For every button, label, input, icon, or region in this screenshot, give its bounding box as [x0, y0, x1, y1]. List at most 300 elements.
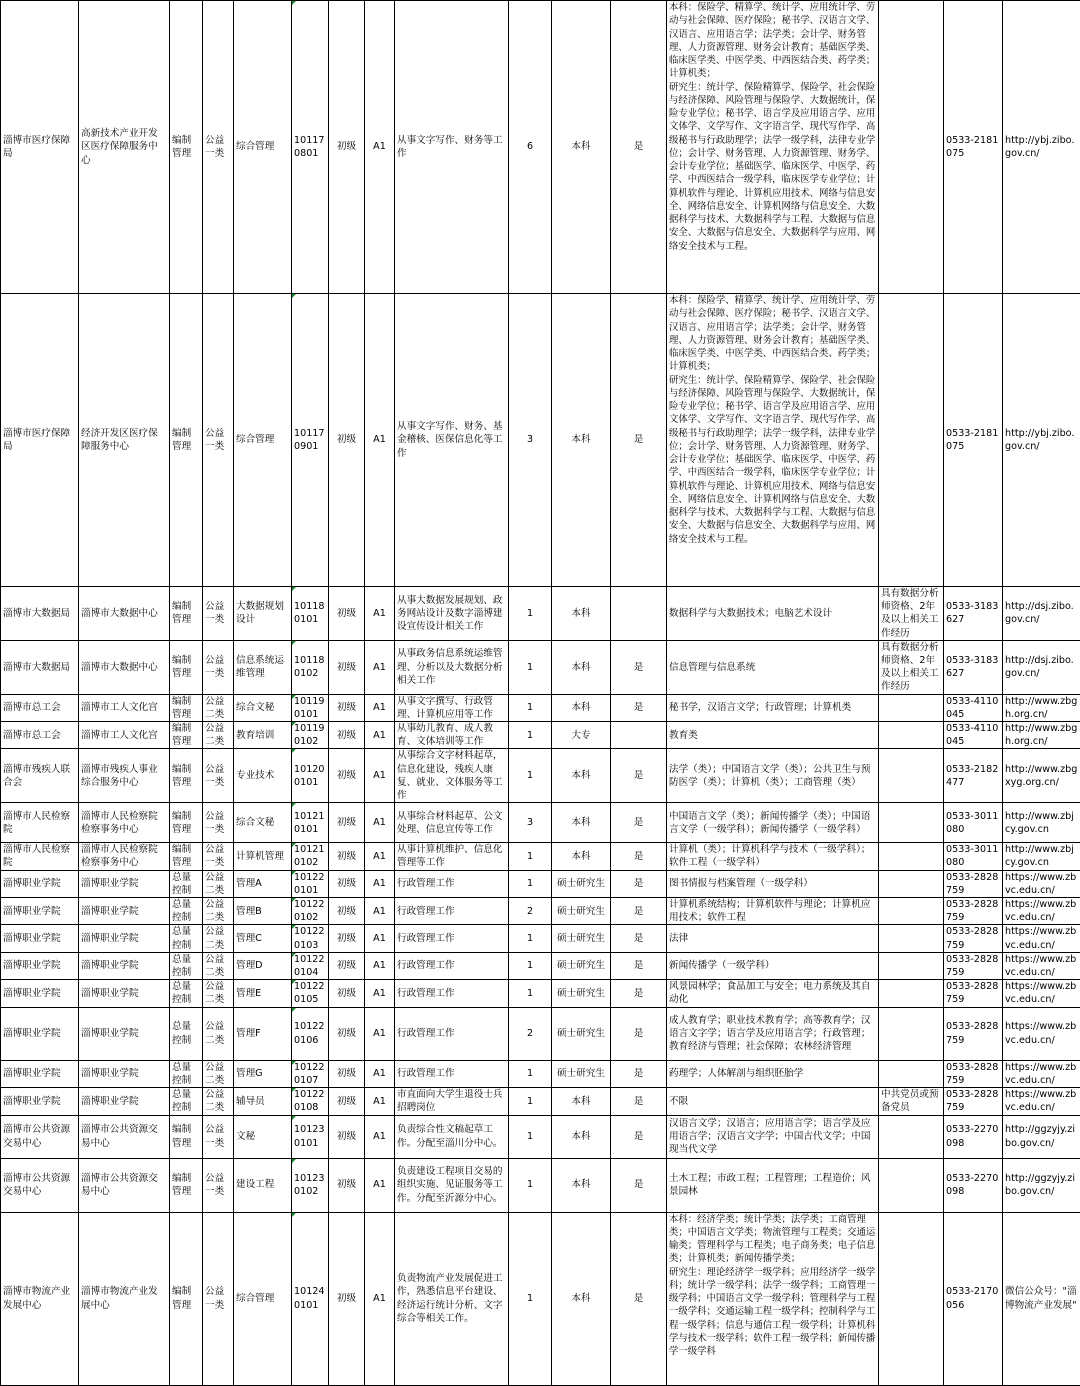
department-cell: 淄博市总工会 [1, 722, 79, 749]
position-code-cell: 10122 0107 [292, 1060, 329, 1087]
department-cell: 淄博市大数据局 [1, 640, 79, 694]
department-cell: 淄博市医疗保障局 [1, 1, 79, 294]
table-row [1, 843, 1080, 870]
table-row [1, 587, 1080, 641]
unit-cell: 淄博市公共资源交易中心 [79, 1115, 170, 1158]
position-name-cell: 管理D [234, 952, 292, 979]
position-code-cell: 10122 0103 [292, 925, 329, 952]
unit-category-cell: 公益一类 [203, 294, 234, 587]
job-duty-cell: 市直面向大学生退役士兵招聘岗位 [395, 1088, 509, 1115]
major-requirement-cell: 法学（类）；中国语言文学（类）；公共卫生与预防医学（类）；计算机（类）；工商管理（类） [667, 749, 879, 803]
degree-required-cell: 是 [611, 870, 667, 897]
contact-phone-cell: 0533-2828759 [944, 898, 1003, 925]
department-cell: 淄博市公共资源交易中心 [1, 1115, 79, 1158]
position-name-cell: 综合文秘 [234, 694, 292, 721]
contact-phone-cell: 0533-3183627 [944, 640, 1003, 694]
exam-category-cell: A1 [365, 843, 395, 870]
website-cell: http://dsj.zibo.gov.cn/ [1003, 587, 1080, 641]
position-level-cell: 初级 [329, 1088, 365, 1115]
website-cell: http://ggzyjy.zibo.gov.cn/ [1003, 1115, 1080, 1158]
contact-phone-cell: 0533-2828759 [944, 980, 1003, 1007]
contact-phone-cell: 0533-4110045 [944, 722, 1003, 749]
position-name-cell: 建设工程 [234, 1158, 292, 1212]
other-requirement-cell [879, 898, 944, 925]
unit-category-cell: 公益一类 [203, 1158, 234, 1212]
unit-category-cell: 公益一类 [203, 843, 234, 870]
education-cell: 硕士研究生 [552, 898, 611, 925]
unit-category-cell: 公益一类 [203, 1, 234, 294]
exam-category-cell: A1 [365, 587, 395, 641]
degree-required-cell: 是 [611, 898, 667, 925]
table-row [1, 980, 1080, 1007]
website-cell: http://www.zbgh.org.cn/ [1003, 694, 1080, 721]
other-requirement-cell [879, 294, 944, 587]
degree-required-cell: 是 [611, 980, 667, 1007]
exam-category-cell: A1 [365, 1060, 395, 1087]
website-cell: https://www.zbvc.edu.cn/ [1003, 898, 1080, 925]
staffing-type-cell: 编制管理 [170, 803, 203, 843]
unit-cell: 经济开发区医疗保障服务中心 [79, 294, 170, 587]
position-level-cell: 初级 [329, 640, 365, 694]
other-requirement-cell [879, 803, 944, 843]
staffing-type-cell: 编制管理 [170, 1, 203, 294]
other-requirement-cell [879, 1007, 944, 1060]
position-level-cell: 初级 [329, 1212, 365, 1385]
staffing-type-cell: 总量控制 [170, 1007, 203, 1060]
unit-category-cell: 公益二类 [203, 1007, 234, 1060]
job-duty-cell: 行政管理工作 [395, 1007, 509, 1060]
position-name-cell: 辅导员 [234, 1088, 292, 1115]
position-code-cell: 10122 0106 [292, 1007, 329, 1060]
job-duty-cell: 从事文字写作、财务等工作 [395, 1, 509, 294]
department-cell: 淄博职业学院 [1, 1060, 79, 1087]
degree-required-cell: 是 [611, 1, 667, 294]
exam-category-cell: A1 [365, 898, 395, 925]
education-cell: 本科 [552, 1158, 611, 1212]
major-requirement-cell: 教育类 [667, 722, 879, 749]
unit-category-cell: 公益一类 [203, 803, 234, 843]
contact-phone-cell: 0533-2181075 [944, 1, 1003, 294]
position-name-cell: 专业技术 [234, 749, 292, 803]
education-cell: 硕士研究生 [552, 952, 611, 979]
contact-phone-cell: 0533-2170056 [944, 1212, 1003, 1385]
job-duty-cell: 行政管理工作 [395, 925, 509, 952]
education-cell: 本科 [552, 1115, 611, 1158]
position-level-cell: 初级 [329, 925, 365, 952]
staffing-type-cell: 编制管理 [170, 1115, 203, 1158]
exam-category-cell: A1 [365, 1115, 395, 1158]
table-row [1, 1, 1080, 294]
position-code-cell: 10120 0101 [292, 749, 329, 803]
headcount-cell: 1 [509, 640, 552, 694]
headcount-cell: 1 [509, 843, 552, 870]
position-code-cell: 10123 0101 [292, 1115, 329, 1158]
unit-cell: 淄博市人民检察院检察事务中心 [79, 843, 170, 870]
position-level-cell: 初级 [329, 1, 365, 294]
major-requirement-cell: 秘书学，汉语言文学；行政管理；计算机类 [667, 694, 879, 721]
job-duty-cell: 行政管理工作 [395, 898, 509, 925]
education-cell: 本科 [552, 749, 611, 803]
position-code-cell: 10117 0901 [292, 294, 329, 587]
staffing-type-cell: 编制管理 [170, 1158, 203, 1212]
exam-category-cell: A1 [365, 803, 395, 843]
job-duty-cell: 行政管理工作 [395, 870, 509, 897]
other-requirement-cell [879, 1212, 944, 1385]
other-requirement-cell [879, 870, 944, 897]
unit-category-cell: 公益一类 [203, 1212, 234, 1385]
department-cell: 淄博市总工会 [1, 694, 79, 721]
position-name-cell: 综合文秘 [234, 803, 292, 843]
position-name-cell: 管理A [234, 870, 292, 897]
headcount-cell: 2 [509, 898, 552, 925]
exam-category-cell: A1 [365, 294, 395, 587]
unit-cell: 淄博职业学院 [79, 980, 170, 1007]
table-row [1, 1060, 1080, 1087]
unit-cell: 淄博职业学院 [79, 870, 170, 897]
unit-category-cell: 公益一类 [203, 640, 234, 694]
website-cell: http://ggzyjy.zibo.gov.cn/ [1003, 1158, 1080, 1212]
unit-cell: 高新技术产业开发区医疗保障服务中心 [79, 1, 170, 294]
degree-required-cell: 是 [611, 803, 667, 843]
education-cell: 硕士研究生 [552, 870, 611, 897]
degree-required-cell: 是 [611, 1158, 667, 1212]
position-level-cell: 初级 [329, 952, 365, 979]
website-cell: http://ybj.zibo.gov.cn/ [1003, 1, 1080, 294]
major-requirement-cell: 土木工程；市政工程；工程管理；工程造价；风景园林 [667, 1158, 879, 1212]
department-cell: 淄博市残疾人联合会 [1, 749, 79, 803]
exam-category-cell: A1 [365, 952, 395, 979]
website-cell: http://www.zbjcy.gov.cn [1003, 803, 1080, 843]
staffing-type-cell: 总量控制 [170, 952, 203, 979]
unit-category-cell: 公益一类 [203, 587, 234, 641]
position-code-cell: 10118 0102 [292, 640, 329, 694]
website-cell: http://ybj.zibo.gov.cn/ [1003, 294, 1080, 587]
contact-phone-cell: 0533-2181075 [944, 294, 1003, 587]
other-requirement-cell: 具有数据分析师资格、2年及以上相关工作经历 [879, 640, 944, 694]
unit-cell: 淄博职业学院 [79, 1088, 170, 1115]
major-requirement-cell: 数据科学与大数据技术；电脑艺术设计 [667, 587, 879, 641]
position-name-cell: 管理F [234, 1007, 292, 1060]
other-requirement-cell [879, 1158, 944, 1212]
table-row [1, 870, 1080, 897]
degree-required-cell: 是 [611, 294, 667, 587]
other-requirement-cell [879, 1, 944, 294]
position-level-cell: 初级 [329, 722, 365, 749]
position-name-cell: 管理G [234, 1060, 292, 1087]
staffing-type-cell: 编制管理 [170, 843, 203, 870]
exam-category-cell: A1 [365, 1088, 395, 1115]
staffing-type-cell: 总量控制 [170, 898, 203, 925]
unit-category-cell: 公益二类 [203, 722, 234, 749]
position-code-cell: 10118 0101 [292, 587, 329, 641]
position-level-cell: 初级 [329, 803, 365, 843]
major-requirement-cell: 风景园林学；食品加工与安全；电力系统及其自动化 [667, 980, 879, 1007]
position-level-cell: 初级 [329, 587, 365, 641]
table-body [1, 1, 1080, 1386]
position-code-cell: 10121 0102 [292, 843, 329, 870]
contact-phone-cell: 0533-2828759 [944, 925, 1003, 952]
job-duty-cell: 从事文字撰写、行政管理、计算机应用等工作 [395, 694, 509, 721]
headcount-cell: 1 [509, 1115, 552, 1158]
education-cell: 大专 [552, 722, 611, 749]
website-cell: 微信公众号："淄博物流产业发展" [1003, 1212, 1080, 1385]
position-code-cell: 10123 0102 [292, 1158, 329, 1212]
position-code-cell: 10121 0101 [292, 803, 329, 843]
table-row [1, 640, 1080, 694]
exam-category-cell: A1 [365, 1, 395, 294]
unit-cell: 淄博市残疾人事业综合服务中心 [79, 749, 170, 803]
department-cell: 淄博职业学院 [1, 898, 79, 925]
staffing-type-cell: 编制管理 [170, 749, 203, 803]
job-duty-cell: 从事政务信息系统运维管理、分析以及大数据分析相关工作 [395, 640, 509, 694]
job-duty-cell: 负责物流产业发展促进工作，熟悉信息平台建设、经济运行统计分析、文字综合等相关工作。 [395, 1212, 509, 1385]
contact-phone-cell: 0533-2828759 [944, 870, 1003, 897]
job-duty-cell: 从事综合材料起草、公文处理、信息宣传等工作 [395, 803, 509, 843]
headcount-cell: 1 [509, 722, 552, 749]
education-cell: 硕士研究生 [552, 1007, 611, 1060]
contact-phone-cell: 0533-2182477 [944, 749, 1003, 803]
degree-required-cell: 是 [611, 1060, 667, 1087]
job-duty-cell: 从事幼儿教育、成人教育、文体培训等工作 [395, 722, 509, 749]
department-cell: 淄博市人民检察院 [1, 803, 79, 843]
degree-required-cell: 是 [611, 925, 667, 952]
headcount-cell: 1 [509, 1158, 552, 1212]
department-cell: 淄博职业学院 [1, 1088, 79, 1115]
unit-cell: 淄博市大数据中心 [79, 640, 170, 694]
table-row [1, 1212, 1080, 1385]
contact-phone-cell: 0533-3183627 [944, 587, 1003, 641]
headcount-cell: 6 [509, 1, 552, 294]
staffing-type-cell: 总量控制 [170, 925, 203, 952]
unit-category-cell: 公益二类 [203, 925, 234, 952]
unit-cell: 淄博职业学院 [79, 898, 170, 925]
position-name-cell: 计算机管理 [234, 843, 292, 870]
job-duty-cell: 负责建设工程项目交易的组织实施、见证服务等工作。分配至沂源分中心。 [395, 1158, 509, 1212]
unit-category-cell: 公益二类 [203, 694, 234, 721]
website-cell: https://www.zbvc.edu.cn/ [1003, 980, 1080, 1007]
unit-category-cell: 公益一类 [203, 749, 234, 803]
staffing-type-cell: 总量控制 [170, 980, 203, 1007]
exam-category-cell: A1 [365, 694, 395, 721]
position-level-cell: 初级 [329, 294, 365, 587]
staffing-type-cell: 编制管理 [170, 294, 203, 587]
contact-phone-cell: 0533-3011080 [944, 843, 1003, 870]
education-cell: 硕士研究生 [552, 980, 611, 1007]
website-cell: https://www.zbvc.edu.cn/ [1003, 1060, 1080, 1087]
job-duty-cell: 从事综合文字材料起草，信息化建设，残疾人康复、就业、文体服务等工作 [395, 749, 509, 803]
headcount-cell: 1 [509, 952, 552, 979]
exam-category-cell: A1 [365, 749, 395, 803]
degree-required-cell: 是 [611, 1088, 667, 1115]
position-code-cell: 10124 0101 [292, 1212, 329, 1385]
position-name-cell: 管理B [234, 898, 292, 925]
other-requirement-cell: 中共党员或预备党员 [879, 1088, 944, 1115]
department-cell: 淄博市公共资源交易中心 [1, 1158, 79, 1212]
job-duty-cell: 从事文字写作、财务、基金稽核、医保信息化等工作 [395, 294, 509, 587]
position-level-cell: 初级 [329, 1060, 365, 1087]
website-cell: https://www.zbvc.edu.cn/ [1003, 1088, 1080, 1115]
department-cell: 淄博职业学院 [1, 870, 79, 897]
table-row [1, 952, 1080, 979]
other-requirement-cell [879, 925, 944, 952]
other-requirement-cell [879, 694, 944, 721]
staffing-type-cell: 总量控制 [170, 1088, 203, 1115]
major-requirement-cell: 药理学；人体解剖与组织胚胎学 [667, 1060, 879, 1087]
position-code-cell: 10117 0801 [292, 1, 329, 294]
education-cell: 本科 [552, 1088, 611, 1115]
other-requirement-cell [879, 722, 944, 749]
education-cell: 本科 [552, 694, 611, 721]
degree-required-cell: 是 [611, 1212, 667, 1385]
position-name-cell: 管理C [234, 925, 292, 952]
position-level-cell: 初级 [329, 870, 365, 897]
department-cell: 淄博职业学院 [1, 1007, 79, 1060]
other-requirement-cell [879, 1115, 944, 1158]
exam-category-cell: A1 [365, 925, 395, 952]
education-cell: 硕士研究生 [552, 925, 611, 952]
department-cell: 淄博市大数据局 [1, 587, 79, 641]
major-requirement-cell: 法律 [667, 925, 879, 952]
education-cell: 硕士研究生 [552, 1060, 611, 1087]
position-level-cell: 初级 [329, 694, 365, 721]
other-requirement-cell: 具有数据分析师资格、2年及以上相关工作经历 [879, 587, 944, 641]
other-requirement-cell [879, 952, 944, 979]
position-level-cell: 初级 [329, 843, 365, 870]
unit-category-cell: 公益二类 [203, 980, 234, 1007]
other-requirement-cell [879, 1060, 944, 1087]
position-code-cell: 10122 0102 [292, 898, 329, 925]
degree-required-cell: 是 [611, 1007, 667, 1060]
table-row [1, 925, 1080, 952]
major-requirement-cell: 不限 [667, 1088, 879, 1115]
department-cell: 淄博职业学院 [1, 952, 79, 979]
major-requirement-cell: 本科：保险学、精算学、统计学、应用统计学、劳动与社会保障、医疗保险；秘书学、汉语言文学、汉语言、应用语言学；法学类；会计学、财务管理、人力资源管理、财务会计教育；基础医学类、临床医学类、中医学类、中西医结合类、药学类；计算机类； 研究生：统计学、保险精算学、保险学、社会保险与经济保障、风险管理与保险学、大数据统计，保险专业学位；秘书学、语言学及应用语言学、应用文体学、文学写作、文字语言学、现代写作学、高级秘书与行政助理学；法学一级学科，法律专业学位；会计学、财务管理、人力资源管理、财务学、会计专业学位；基础医学、临床医学、中医学、药学、中西医结合一级学科，临床医学专业学位；计算机软件与理论、计算机应用技术、网络与信息安全、网络信息安全、计算机网络与信息安全、大数据科学与技术、大数据科学与工程、大数据与信息安全、大数据与信息安全、大数据科学与应用、网络安全技术与工程。 [667, 294, 879, 587]
position-level-cell: 初级 [329, 980, 365, 1007]
table-row [1, 694, 1080, 721]
staffing-type-cell: 编制管理 [170, 694, 203, 721]
position-name-cell: 大数据规划设计 [234, 587, 292, 641]
unit-category-cell: 公益二类 [203, 1060, 234, 1087]
headcount-cell: 1 [509, 980, 552, 1007]
position-name-cell: 管理E [234, 980, 292, 1007]
job-duty-cell: 行政管理工作 [395, 1060, 509, 1087]
job-duty-cell: 行政管理工作 [395, 952, 509, 979]
exam-category-cell: A1 [365, 640, 395, 694]
department-cell: 淄博职业学院 [1, 925, 79, 952]
job-duty-cell: 负责综合性文稿起草工作。分配至淄川分中心。 [395, 1115, 509, 1158]
major-requirement-cell: 图书情报与档案管理（一级学科） [667, 870, 879, 897]
degree-required-cell: 是 [611, 843, 667, 870]
website-cell: https://www.zbvc.edu.cn/ [1003, 1007, 1080, 1060]
major-requirement-cell: 中国语言文学（类）；新闻传播学（类）；中国语言文学（一级学科）；新闻传播学（一级学科） [667, 803, 879, 843]
exam-category-cell: A1 [365, 870, 395, 897]
position-code-cell: 10122 0105 [292, 980, 329, 1007]
degree-required-cell: 是 [611, 640, 667, 694]
table-row [1, 1007, 1080, 1060]
website-cell: http://www.zbjcy.gov.cn [1003, 843, 1080, 870]
unit-cell: 淄博市工人文化宫 [79, 722, 170, 749]
department-cell: 淄博市医疗保障局 [1, 294, 79, 587]
website-cell: http://dsj.zibo.gov.cn/ [1003, 640, 1080, 694]
job-duty-cell: 从事大数据发展规划、政务网站设计及数字淄博建设宣传设计相关工作 [395, 587, 509, 641]
headcount-cell: 1 [509, 870, 552, 897]
headcount-cell: 1 [509, 587, 552, 641]
position-code-cell: 10122 0108 [292, 1088, 329, 1115]
headcount-cell: 1 [509, 1060, 552, 1087]
headcount-cell: 3 [509, 803, 552, 843]
position-level-cell: 初级 [329, 749, 365, 803]
website-cell: https://www.zbvc.edu.cn/ [1003, 870, 1080, 897]
website-cell: https://www.zbvc.edu.cn/ [1003, 952, 1080, 979]
unit-cell: 淄博职业学院 [79, 952, 170, 979]
table-row [1, 1158, 1080, 1212]
position-name-cell: 综合管理 [234, 294, 292, 587]
unit-cell: 淄博市大数据中心 [79, 587, 170, 641]
other-requirement-cell [879, 980, 944, 1007]
exam-category-cell: A1 [365, 1212, 395, 1385]
position-name-cell: 文秘 [234, 1115, 292, 1158]
education-cell: 本科 [552, 640, 611, 694]
staffing-type-cell: 编制管理 [170, 1212, 203, 1385]
unit-cell: 淄博职业学院 [79, 1060, 170, 1087]
headcount-cell: 2 [509, 1007, 552, 1060]
major-requirement-cell: 成人教育学；职业技术教育学；高等教育学；汉语言文字学；语言学及应用语言学；行政管理；教育经济与管理；社会保障；农林经济管理 [667, 1007, 879, 1060]
education-cell: 本科 [552, 1212, 611, 1385]
contact-phone-cell: 0533-3011080 [944, 803, 1003, 843]
unit-category-cell: 公益一类 [203, 1115, 234, 1158]
position-name-cell: 信息系统运维管理 [234, 640, 292, 694]
position-code-cell: 10122 0101 [292, 870, 329, 897]
staffing-type-cell: 编制管理 [170, 722, 203, 749]
degree-required-cell: 是 [611, 749, 667, 803]
education-cell: 本科 [552, 587, 611, 641]
major-requirement-cell: 本科：经济学类；统计学类；法学类；工商管理类；中国语言文学类；物流管理与工程类；交通运输类；管理科学与工程类；电子商务类；电子信息类；计算机类；新闻传播学类； 研究生：理论经济学一级学科；应用经济学一级学科；统计学一级学科；法学一级学科；工商管理一级学科；中国语言文学一级学科；管理科学与工程一级学科；交通运输工程一级学科；控制科学与工程一级学科；信息与通信工程一级学科；计算机科学与技术一级学科；软件工程一级学科；新闻传播学一级学科 [667, 1212, 879, 1385]
position-code-cell: 10119 0102 [292, 722, 329, 749]
position-level-cell: 初级 [329, 1115, 365, 1158]
headcount-cell: 1 [509, 925, 552, 952]
unit-category-cell: 公益二类 [203, 1088, 234, 1115]
department-cell: 淄博职业学院 [1, 980, 79, 1007]
unit-cell: 淄博市公共资源交易中心 [79, 1158, 170, 1212]
major-requirement-cell: 信息管理与信息系统 [667, 640, 879, 694]
unit-cell: 淄博市工人文化宫 [79, 694, 170, 721]
contact-phone-cell: 0533-2828759 [944, 1007, 1003, 1060]
other-requirement-cell [879, 749, 944, 803]
table-row [1, 803, 1080, 843]
website-cell: https://www.zbvc.edu.cn/ [1003, 925, 1080, 952]
major-requirement-cell: 计算机系统结构；计算机软件与理论；计算机应用技术；软件工程 [667, 898, 879, 925]
education-cell: 本科 [552, 803, 611, 843]
exam-category-cell: A1 [365, 722, 395, 749]
exam-category-cell: A1 [365, 1007, 395, 1060]
table-row [1, 294, 1080, 587]
table-row [1, 1088, 1080, 1115]
position-name-cell: 综合管理 [234, 1, 292, 294]
position-level-cell: 初级 [329, 898, 365, 925]
website-cell: http://www.zbgxyg.org.cn/ [1003, 749, 1080, 803]
position-code-cell: 10122 0104 [292, 952, 329, 979]
exam-category-cell: A1 [365, 1158, 395, 1212]
unit-category-cell: 公益二类 [203, 952, 234, 979]
major-requirement-cell: 新闻传播学（一级学科） [667, 952, 879, 979]
education-cell: 本科 [552, 1, 611, 294]
degree-required-cell [611, 722, 667, 749]
position-name-cell: 综合管理 [234, 1212, 292, 1385]
degree-required-cell: 是 [611, 694, 667, 721]
contact-phone-cell: 0533-2828759 [944, 952, 1003, 979]
contact-phone-cell: 0533-2828759 [944, 1060, 1003, 1087]
position-name-cell: 教育培训 [234, 722, 292, 749]
